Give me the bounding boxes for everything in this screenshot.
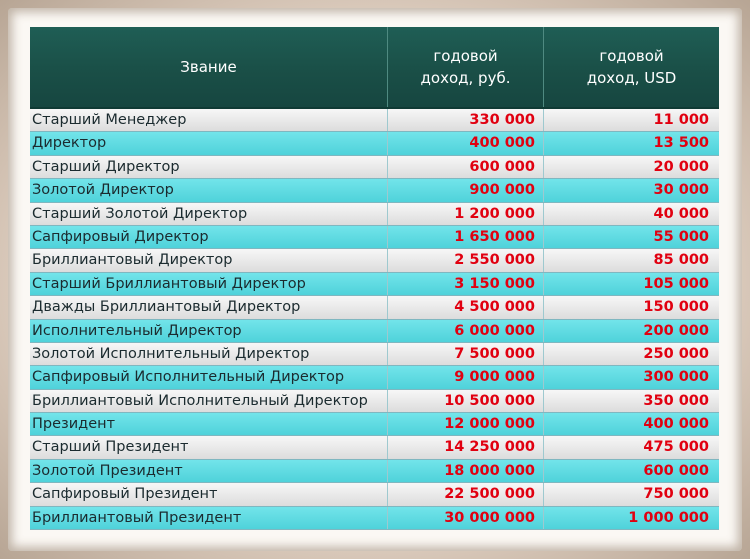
income-rub-cell: 7 500 000 [388, 343, 544, 365]
rank-cell: Старший Директор [30, 156, 388, 178]
rank-cell: Старший Золотой Директор [30, 203, 388, 225]
header-rank: Звание [30, 27, 388, 107]
rank-cell: Сапфировый Президент [30, 483, 388, 505]
income-rub-cell: 10 500 000 [388, 390, 544, 412]
income-usd-cell: 105 000 [643, 275, 709, 292]
income-usd-cell: 55 000 [653, 228, 709, 245]
rank-cell: Сапфировый Директор [30, 226, 388, 248]
income-usd-cell: 85 000 [653, 252, 709, 269]
income-usd-cell: 350 000 [643, 392, 709, 409]
table-row [30, 249, 719, 272]
income-rub-cell: 2 550 000 [388, 249, 544, 271]
rank-cell: Президент [30, 413, 388, 435]
income-usd-cell: 1 000 000 [628, 509, 709, 526]
table-row [30, 320, 719, 343]
rank-cell: Бриллиантовый Исполнительный Директор [30, 390, 388, 412]
income-rub-cell: 330 000 [388, 109, 544, 131]
income-rub-cell: 3 150 000 [388, 273, 544, 295]
income-rub-cell: 4 500 000 [388, 296, 544, 318]
income-rub-cell: 6 000 000 [388, 320, 544, 342]
income-usd-cell: 400 000 [643, 416, 709, 433]
table-row [30, 460, 719, 483]
table-row [30, 179, 719, 202]
income-rub-cell: 14 250 000 [388, 436, 544, 458]
table-row [30, 436, 719, 459]
income-usd-cell: 750 000 [643, 486, 709, 503]
table-row [30, 296, 719, 319]
income-rub-cell: 600 000 [388, 156, 544, 178]
rank-cell: Старший Бриллиантовый Директор [30, 273, 388, 295]
income-usd-cell: 200 000 [643, 322, 709, 339]
income-rub-cell: 400 000 [388, 132, 544, 154]
income-usd-cell: 300 000 [643, 369, 709, 386]
income-rub-cell: 30 000 000 [388, 507, 544, 529]
income-usd-cell: 475 000 [643, 439, 709, 456]
table-row [30, 132, 719, 155]
rank-cell: Бриллиантовый Президент [30, 507, 388, 529]
header-income-usd: годовой доход, USD [586, 47, 677, 87]
rank-cell: Директор [30, 132, 388, 154]
rank-cell: Старший Президент [30, 436, 388, 458]
income-usd-cell: 20 000 [653, 158, 709, 175]
income-rub-cell: 900 000 [388, 179, 544, 201]
rank-cell: Старший Менеджер [30, 109, 388, 131]
income-usd-cell: 250 000 [643, 345, 709, 362]
rank-cell: Золотой Директор [30, 179, 388, 201]
income-rub-cell: 9 000 000 [388, 366, 544, 388]
income-usd-cell: 30 000 [653, 182, 709, 199]
table-row [30, 483, 719, 506]
income-rub-cell: 12 000 000 [388, 413, 544, 435]
table-row [30, 507, 719, 530]
rank-cell: Исполнительный Директор [30, 320, 388, 342]
income-usd-cell: 600 000 [643, 462, 709, 479]
income-usd-cell: 40 000 [653, 205, 709, 222]
table-row [30, 226, 719, 249]
rank-cell: Золотой Президент [30, 460, 388, 482]
table-row [30, 413, 719, 436]
table-row [30, 156, 719, 179]
table-row [30, 273, 719, 296]
table-header [30, 27, 719, 109]
header-income-rub: годовой доход, руб. [388, 27, 544, 107]
income-rub-cell: 1 200 000 [388, 203, 544, 225]
income-usd-cell: 13 500 [653, 135, 709, 152]
table-row [30, 390, 719, 413]
income-rub-cell: 22 500 000 [388, 483, 544, 505]
income-usd-cell: 150 000 [643, 299, 709, 316]
rank-cell: Бриллиантовый Директор [30, 249, 388, 271]
rank-cell: Дважды Бриллиантовый Директор [30, 296, 388, 318]
income-rub-cell: 1 650 000 [388, 226, 544, 248]
rank-cell: Золотой Исполнительный Директор [30, 343, 388, 365]
rank-cell: Сапфировый Исполнительный Директор [30, 366, 388, 388]
income-usd-cell: 11 000 [653, 112, 709, 128]
table-row [30, 366, 719, 389]
table-row [30, 203, 719, 226]
table-body [30, 109, 719, 530]
income-rub-cell: 18 000 000 [388, 460, 544, 482]
table-row [30, 343, 719, 366]
income-table [30, 27, 719, 530]
table-row [30, 109, 719, 132]
